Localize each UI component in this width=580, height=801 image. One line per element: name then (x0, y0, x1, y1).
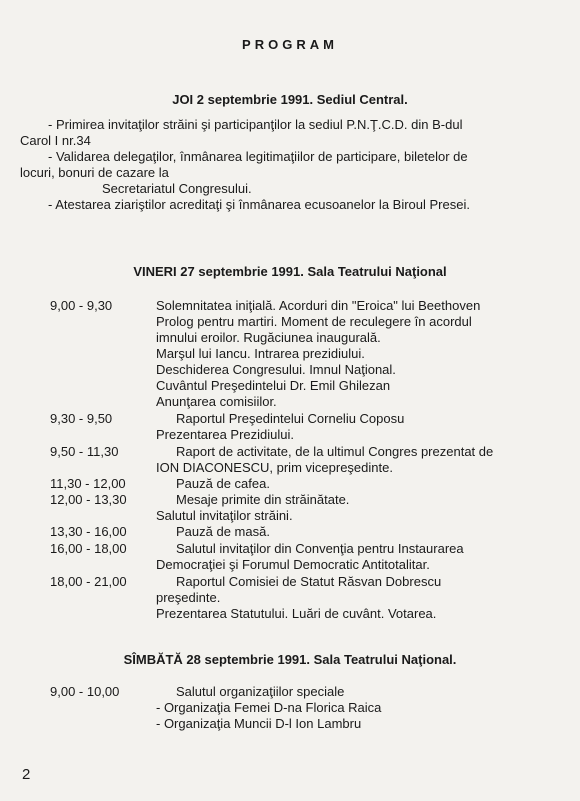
schedule-line: Salutul organizaţiilor speciale (176, 684, 345, 699)
schedule-line: Pauză de cafea. (176, 476, 270, 491)
schedule-line: Prezentarea Prezidiului. (156, 427, 295, 442)
schedule-line: Marşul lui Iancu. Intrarea prezidiului. (156, 346, 365, 361)
schedule-line: Cuvântul Preşedintelui Dr. Emil Ghilezan (156, 378, 391, 393)
day1-heading: JOI 2 septembrie 1991. Sediul Central. (172, 92, 408, 107)
schedule-line: Anunţarea comisiilor. (156, 394, 277, 409)
day3-heading: SÎMBĂTĂ 28 septembrie 1991. Sala Teatrului Naţional. (123, 652, 457, 667)
day2-heading: VINERI 27 septembrie 1991. Sala Teatrului Naţional (133, 264, 447, 279)
page-number: 2 (22, 766, 31, 783)
schedule-time: 9,00 - 9,30 (50, 298, 113, 313)
schedule-time: 16,00 - 18,00 (50, 541, 127, 556)
day1-item: Secretariatul Congresului. (102, 181, 252, 196)
schedule-line: Solemnitatea iniţială. Acorduri din "Eroica" lui Beethoven (156, 298, 481, 313)
schedule-time: 13,30 - 16,00 (50, 524, 127, 539)
schedule-line: Raport de activitate, de la ultimul Congres prezentat de (176, 444, 494, 459)
schedule-line: Raportul Preşedintelui Corneliu Coposu (176, 411, 405, 426)
schedule-time: 9,30 - 9,50 (50, 411, 113, 426)
schedule-line: Pauză de masă. (176, 524, 270, 539)
schedule-time: 11,30 - 12,00 (50, 476, 126, 491)
day1-item: - Atestarea ziariştilor acreditaţi şi înmânarea ecusoanelor la Biroul Presei. (48, 197, 470, 212)
schedule-line: Deschiderea Congresului. Imnul Naţional. (156, 362, 396, 377)
page-title: PROGRAM (242, 37, 338, 52)
schedule-time: 18,00 - 21,00 (50, 574, 127, 589)
schedule-line: ION DIACONESCU, prim vicepreşedinte. (156, 460, 393, 475)
schedule-time: 9,50 - 11,30 (50, 444, 119, 459)
schedule-line: - Organizaţia Muncii D-l Ion Lambru (156, 716, 362, 731)
schedule-line: Salutul invitaţilor străini. (156, 508, 293, 523)
schedule-time: 9,00 - 10,00 (50, 684, 120, 699)
schedule-line: imnului eroilor. Rugăciunea inaugurală. (156, 330, 381, 345)
day1-items (20, 117, 568, 213)
schedule-line: - Organizaţia Femei D-na Florica Raica (156, 700, 382, 715)
day1-item: - Validarea delegaţilor, înmânarea legitimaţiilor de participare, biletelor de (48, 149, 468, 164)
day1-item: Carol I nr.34 (20, 133, 91, 148)
schedule-line: Prezentarea Statutului. Luări de cuvânt. Votarea. (156, 606, 437, 621)
schedule-time: 12,00 - 13,30 (50, 492, 127, 507)
schedule-line: preşedinte. (156, 590, 221, 605)
schedule-line: Raportul Comisiei de Statut Răsvan Dobrescu (176, 574, 442, 589)
schedule-line: Mesaje primite din străinătate. (176, 492, 350, 507)
schedule-line: Salutul invitaţilor din Convenţia pentru Instaurarea (176, 541, 464, 556)
schedule-line: Prolog pentru martiri. Moment de reculegere în acordul (156, 314, 472, 329)
day1-item: locuri, bonuri de cazare la (20, 165, 169, 180)
day1-item: - Primirea invitaţilor străini şi participanţilor la sediul P.N.Ţ.C.D. din B-dul (48, 117, 463, 132)
schedule-line: Democraţiei şi Forumul Democratic Antitotalitar. (156, 557, 430, 572)
